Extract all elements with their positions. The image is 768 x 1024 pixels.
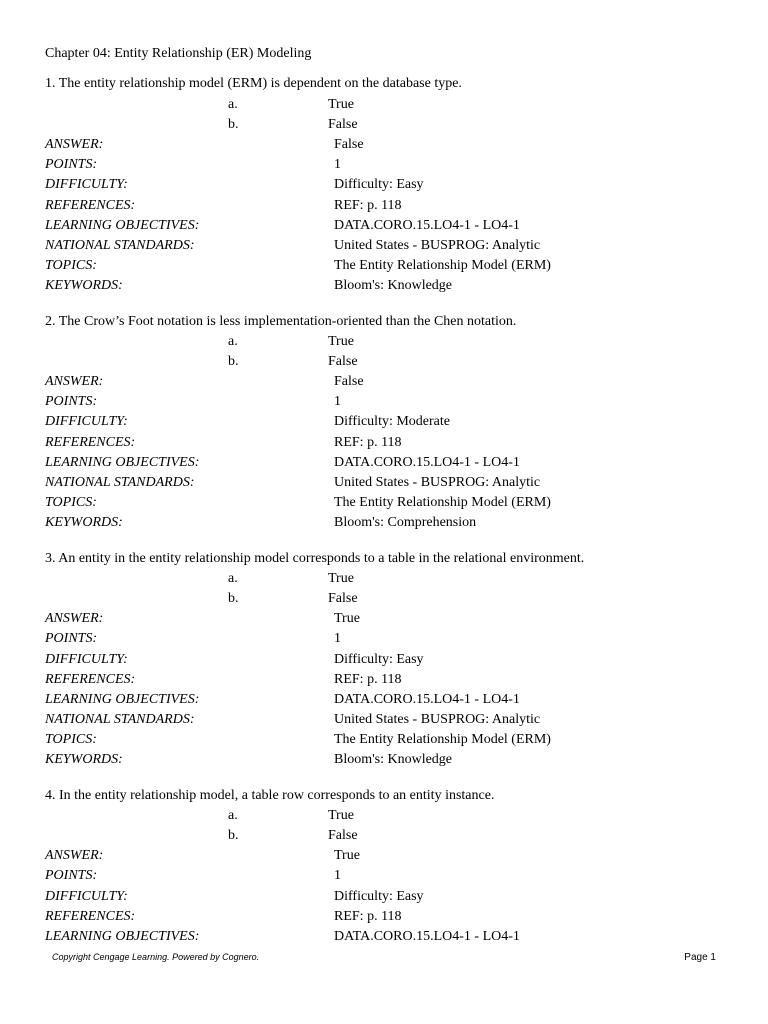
metadata-row xyxy=(45,866,735,886)
chapter-title: Chapter 04: Entity Relationship (ER) Modeling xyxy=(45,46,312,61)
metadata-value: Bloom's: Comprehension xyxy=(334,515,477,531)
metadata-value: 1 xyxy=(334,868,341,884)
metadata-value: Difficulty: Moderate xyxy=(334,414,450,430)
question-block xyxy=(45,549,735,786)
metadata-row xyxy=(45,710,735,730)
metadata-label: POINTS: xyxy=(45,157,98,173)
question-block xyxy=(45,312,735,549)
metadata-label: REFERENCES: xyxy=(45,197,136,213)
question-block xyxy=(45,786,735,948)
metadata-label: KEYWORDS: xyxy=(45,515,123,531)
metadata-value: False xyxy=(334,374,364,390)
question-text: 4. In the entity relationship model, a table row corresponds to an entity instance. xyxy=(45,787,495,803)
metadata-value: REF: p. 118 xyxy=(334,197,402,213)
metadata-value: United States - BUSPROG: Analytic xyxy=(334,237,541,253)
metadata-label: NATIONAL STANDARDS: xyxy=(45,237,195,253)
option-text: False xyxy=(328,116,358,132)
metadata-label: LEARNING OBJECTIVES: xyxy=(45,928,200,944)
option-letter: b. xyxy=(228,353,239,369)
option-letter: a. xyxy=(228,96,238,112)
metadata-row xyxy=(45,372,735,392)
answer-option xyxy=(45,352,735,372)
answer-option xyxy=(45,806,735,826)
metadata-value: True xyxy=(334,611,360,627)
metadata-row xyxy=(45,473,735,493)
option-letter: a. xyxy=(228,570,238,586)
metadata-row xyxy=(45,927,735,947)
metadata-label: KEYWORDS: xyxy=(45,278,123,294)
metadata-label: DIFFICULTY: xyxy=(45,177,128,193)
question-text: 3. An entity in the entity relationship model corresponds to a table in the relational environment. xyxy=(45,550,585,566)
answer-option xyxy=(45,569,735,589)
metadata-label: LEARNING OBJECTIVES: xyxy=(45,691,200,707)
metadata-label: REFERENCES: xyxy=(45,908,136,924)
metadata-label: NATIONAL STANDARDS: xyxy=(45,712,195,728)
option-letter: a. xyxy=(228,333,238,349)
metadata-value: DATA.CORO.15.LO4-1 - LO4-1 xyxy=(334,454,520,470)
metadata-row xyxy=(45,256,735,276)
option-letter: b. xyxy=(228,590,239,606)
metadata-label: POINTS: xyxy=(45,868,98,884)
copyright-notice: Copyright Cengage Learning. Powered by Cognero. xyxy=(52,952,260,962)
option-text: True xyxy=(328,807,354,823)
metadata-row xyxy=(45,433,735,453)
metadata-row xyxy=(45,609,735,629)
metadata-row xyxy=(45,155,735,175)
metadata-row xyxy=(45,392,735,412)
metadata-row xyxy=(45,276,735,296)
metadata-row xyxy=(45,887,735,907)
metadata-row xyxy=(45,750,735,770)
metadata-row xyxy=(45,175,735,195)
metadata-value: The Entity Relationship Model (ERM) xyxy=(334,495,551,511)
metadata-value: False xyxy=(334,137,364,153)
metadata-value: Bloom's: Knowledge xyxy=(334,752,453,768)
answer-option xyxy=(45,332,735,352)
answer-option xyxy=(45,826,735,846)
metadata-value: DATA.CORO.15.LO4-1 - LO4-1 xyxy=(334,928,520,944)
option-text: True xyxy=(328,570,354,586)
option-text: True xyxy=(328,96,354,112)
metadata-value: United States - BUSPROG: Analytic xyxy=(334,712,541,728)
metadata-value: Bloom's: Knowledge xyxy=(334,278,453,294)
metadata-value: United States - BUSPROG: Analytic xyxy=(334,475,541,491)
metadata-label: POINTS: xyxy=(45,631,98,647)
document-body xyxy=(45,44,735,947)
answer-option xyxy=(45,115,735,135)
metadata-value: REF: p. 118 xyxy=(334,671,402,687)
metadata-label: DIFFICULTY: xyxy=(45,651,128,667)
option-letter: b. xyxy=(228,116,239,132)
metadata-label: ANSWER: xyxy=(45,611,104,627)
metadata-row xyxy=(45,907,735,927)
question-spacer xyxy=(45,297,735,312)
question-text: 2. The Crow’s Foot notation is less implementation-oriented than the Chen notation. xyxy=(45,313,517,329)
option-letter: a. xyxy=(228,807,238,823)
metadata-row xyxy=(45,690,735,710)
metadata-label: REFERENCES: xyxy=(45,434,136,450)
option-text: False xyxy=(328,590,358,606)
question-block xyxy=(45,74,735,311)
metadata-label: TOPICS: xyxy=(45,732,97,748)
answer-option xyxy=(45,95,735,115)
metadata-row xyxy=(45,453,735,473)
question-text: 1. The entity relationship model (ERM) is dependent on the database type. xyxy=(45,76,462,92)
metadata-value: Difficulty: Easy xyxy=(334,651,424,667)
metadata-label: TOPICS: xyxy=(45,258,97,274)
metadata-row xyxy=(45,846,735,866)
question-spacer xyxy=(45,771,735,786)
metadata-value: REF: p. 118 xyxy=(334,908,402,924)
metadata-label: LEARNING OBJECTIVES: xyxy=(45,217,200,233)
metadata-value: DATA.CORO.15.LO4-1 - LO4-1 xyxy=(334,691,520,707)
metadata-value: The Entity Relationship Model (ERM) xyxy=(334,258,551,274)
metadata-row xyxy=(45,730,735,750)
question-list xyxy=(45,74,735,947)
metadata-label: LEARNING OBJECTIVES: xyxy=(45,454,200,470)
metadata-row xyxy=(45,236,735,256)
option-letter: b. xyxy=(228,828,239,844)
option-text: False xyxy=(328,828,358,844)
metadata-row xyxy=(45,412,735,432)
metadata-row xyxy=(45,196,735,216)
question-spacer xyxy=(45,534,735,549)
metadata-value: DATA.CORO.15.LO4-1 - LO4-1 xyxy=(334,217,520,233)
metadata-value: 1 xyxy=(334,394,341,410)
metadata-label: DIFFICULTY: xyxy=(45,888,128,904)
metadata-value: The Entity Relationship Model (ERM) xyxy=(334,732,551,748)
metadata-row xyxy=(45,135,735,155)
metadata-label: KEYWORDS: xyxy=(45,752,123,768)
metadata-value: 1 xyxy=(334,157,341,173)
metadata-value: Difficulty: Easy xyxy=(334,888,424,904)
metadata-row xyxy=(45,513,735,533)
metadata-row xyxy=(45,650,735,670)
metadata-label: ANSWER: xyxy=(45,848,104,864)
metadata-row xyxy=(45,216,735,236)
metadata-row xyxy=(45,629,735,649)
metadata-label: DIFFICULTY: xyxy=(45,414,128,430)
metadata-value: Difficulty: Easy xyxy=(334,177,424,193)
metadata-row xyxy=(45,670,735,690)
metadata-row xyxy=(45,493,735,513)
metadata-label: POINTS: xyxy=(45,394,98,410)
option-text: False xyxy=(328,353,358,369)
metadata-label: TOPICS: xyxy=(45,495,97,511)
metadata-label: REFERENCES: xyxy=(45,671,136,687)
answer-option xyxy=(45,589,735,609)
metadata-label: ANSWER: xyxy=(45,137,104,153)
option-text: True xyxy=(328,333,354,349)
metadata-label: ANSWER: xyxy=(45,374,104,390)
metadata-value: REF: p. 118 xyxy=(334,434,402,450)
metadata-value: 1 xyxy=(334,631,341,647)
page-number: Page 1 xyxy=(684,952,716,963)
metadata-label: NATIONAL STANDARDS: xyxy=(45,475,195,491)
metadata-value: True xyxy=(334,848,360,864)
